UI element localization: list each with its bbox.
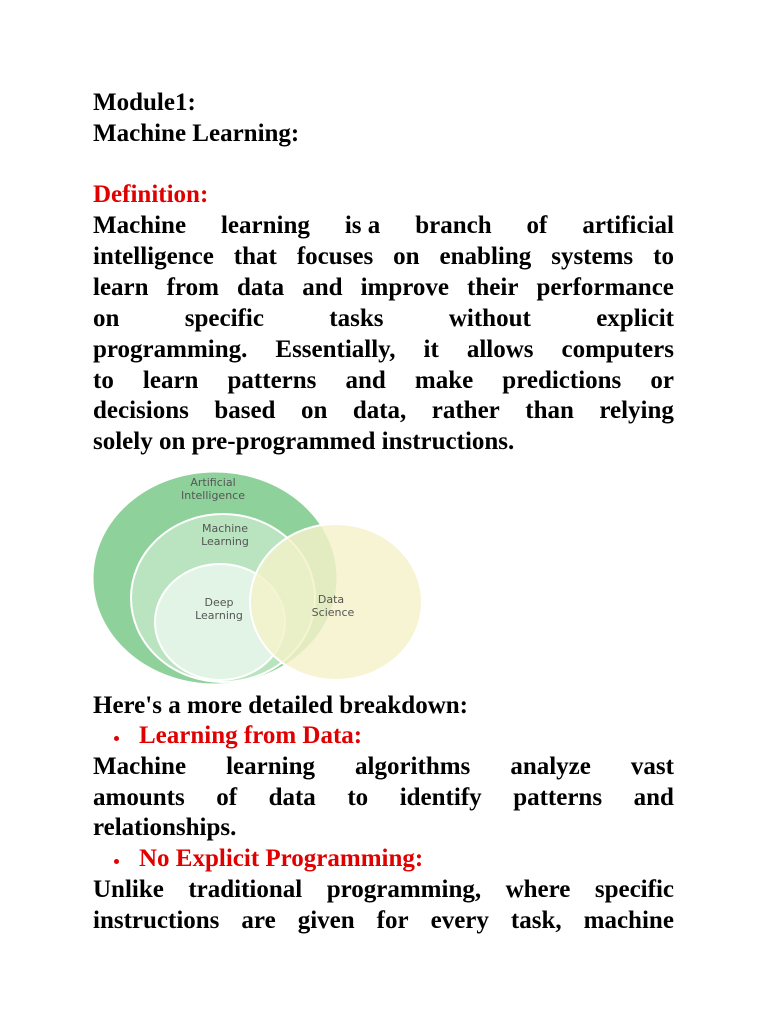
dl-label-line-2: Learning <box>195 609 243 622</box>
paragraph-line: amounts of data to identify patterns and <box>93 784 674 811</box>
module-title: Module1: <box>93 89 196 116</box>
bullet-icon <box>114 736 119 741</box>
paragraph-line: solely on pre-programmed instructions. <box>93 428 515 455</box>
paragraph-line: relationships. <box>93 814 237 841</box>
breakdown-intro: Here's a more detailed breakdown: <box>93 692 468 719</box>
bullet-heading: No Explicit Programming: <box>139 845 424 872</box>
paragraph-line: intelligence that focuses on enabling systems to <box>93 243 674 270</box>
bullet-item <box>114 721 362 751</box>
paragraph-line: to learn patterns and make predictions or <box>93 367 674 394</box>
paragraph-line: decisions based on data, rather than relying <box>93 397 674 424</box>
bullet-icon <box>114 859 119 864</box>
ai-ml-dl-venn-diagram <box>93 470 423 685</box>
definition-heading: Definition: <box>93 181 209 208</box>
paragraph-line: programming. Essentially, it allows computers <box>93 336 674 363</box>
ml-label-line-1: Machine <box>201 522 249 535</box>
paragraph-line: on specific tasks without explicit <box>93 305 674 332</box>
paragraph-line: Machine learning is a branch of artificial <box>93 212 674 239</box>
ds-label-line-1: Data <box>317 593 345 606</box>
ds-label-line-2: Science <box>311 606 355 619</box>
topic-title: Machine Learning: <box>93 120 300 147</box>
ai-label-line-1: Artificial <box>190 476 236 489</box>
ml-label-line-2: Learning <box>201 535 249 548</box>
bullet-heading: Learning from Data: <box>139 722 363 749</box>
paragraph-line: instructions are given for every task, machine <box>93 907 674 934</box>
ai-label-line-2: Intelligence <box>180 489 246 502</box>
paragraph-line: learn from data and improve their performance <box>93 274 674 301</box>
paragraph-line: Unlike traditional programming, where specific <box>93 876 674 903</box>
paragraph-line: Machine learning algorithms analyze vast <box>93 753 674 780</box>
bullet-item <box>114 844 423 874</box>
dl-label-line-1: Deep <box>204 596 234 609</box>
